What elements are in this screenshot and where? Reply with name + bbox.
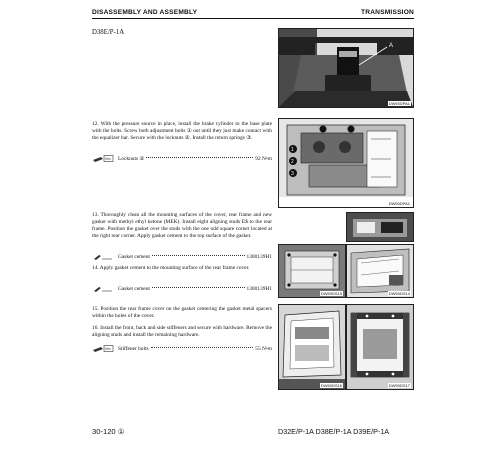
spec-gasket-cement-2 — [92, 285, 272, 292]
figure-rear-frame-top — [346, 212, 414, 242]
svg-text:Nm: Nm — [105, 157, 111, 162]
figure-brake-assembly-drawing — [279, 29, 413, 107]
figure-gasket-cement-drawing — [347, 245, 413, 297]
svg-text:Nm: Nm — [105, 347, 111, 352]
figure-id: DW50DS16 — [320, 383, 342, 388]
callout-3: 3 — [291, 171, 294, 177]
model-list: D32E/P-1A D38E/P-1A D39E/P-1A — [278, 427, 390, 436]
figure-brake-cylinder-drawing — [279, 119, 413, 207]
spec-value: 1300139H1 — [246, 253, 272, 260]
figure-id: DW50DS17 — [388, 383, 410, 388]
callout-a: A — [389, 43, 394, 49]
torque-wrench-icon — [92, 345, 114, 352]
figure-id: DW50DPA1 — [388, 101, 410, 106]
gasket-icon — [92, 253, 114, 260]
spec-gasket-cement-1 — [92, 253, 272, 260]
leader-dots — [152, 287, 245, 288]
step-15: 15. Position the rear frame cover on the gasket centering the gasket metal spacers within the holes of the cover. — [92, 306, 272, 320]
spec-locknuts — [92, 155, 272, 162]
figure-id: DW50DPA1 — [388, 201, 410, 206]
callout-2: 2 — [291, 159, 294, 165]
figure-rear-frame-top-drawing — [347, 213, 413, 241]
figure-stiffeners — [346, 304, 414, 390]
figure-gasket-studs — [278, 244, 346, 298]
header-rule — [92, 18, 414, 19]
torque-wrench-icon — [92, 155, 114, 162]
figure-rear-cover-drawing — [279, 305, 345, 389]
spec-label: Stiffener bolts — [118, 345, 149, 352]
page-header — [92, 9, 414, 16]
spec-value: 92 N•m — [255, 155, 272, 162]
figure-id: DW50DS15 — [320, 291, 342, 296]
spec-label: Gasket cement — [118, 253, 150, 260]
step-13: 13. Thoroughly clean all the mounting surfaces of the cover, rear frame and new gasket with methyl ethyl ketone (MEK). Install eight aligning studs E$ to the rear frame. Position the gasket over the studs with the one odd square corner located at the right rear corner. Apply gasket cement to the top surface of the gasket. — [92, 212, 272, 240]
spec-label: Gasket cement — [118, 285, 150, 292]
figure-stiffeners-drawing — [347, 305, 413, 389]
leader-dots — [151, 347, 254, 348]
figure-gasket-cement — [346, 244, 414, 298]
figure-gasket-studs-drawing — [279, 245, 345, 297]
gasket-icon — [92, 285, 114, 292]
figure-rear-cover — [278, 304, 346, 390]
model-id: D38E/P-1A — [92, 29, 125, 36]
spec-stiffener-bolts — [92, 345, 272, 352]
figure-brake-cylinder — [278, 118, 414, 208]
page-number: 30-120 ① — [92, 427, 125, 436]
step-12: 12. With the pressure source in place, install the brake cylinder to the base plate with the bolts. Screw both adjustment bolts ① out until they just make contact with the equalizer bar. Secure with the locknuts ②. Install the return springs ③. — [92, 121, 272, 142]
figure-brake-assembly — [278, 28, 414, 108]
leader-dots — [146, 157, 253, 158]
step-14: 14. Apply gasket cement to the mounting surface of the rear frame cover. — [92, 265, 250, 271]
spec-value: 1300139H1 — [246, 285, 272, 292]
step-16: 16. Install the front, back and side stiffeners and secure with hardware. Remove the aligning studs and install the remaining hardware. — [92, 325, 272, 339]
spec-value: 55 N•m — [255, 345, 272, 352]
figure-id: DW50DS14 — [388, 291, 410, 296]
leader-dots — [152, 255, 245, 256]
spec-label: Locknuts ② — [118, 155, 145, 162]
section-title: DISASSEMBLY AND ASSEMBLY — [92, 9, 198, 16]
chapter-title: TRANSMISSION — [361, 9, 414, 16]
callout-1: 1 — [291, 147, 294, 153]
